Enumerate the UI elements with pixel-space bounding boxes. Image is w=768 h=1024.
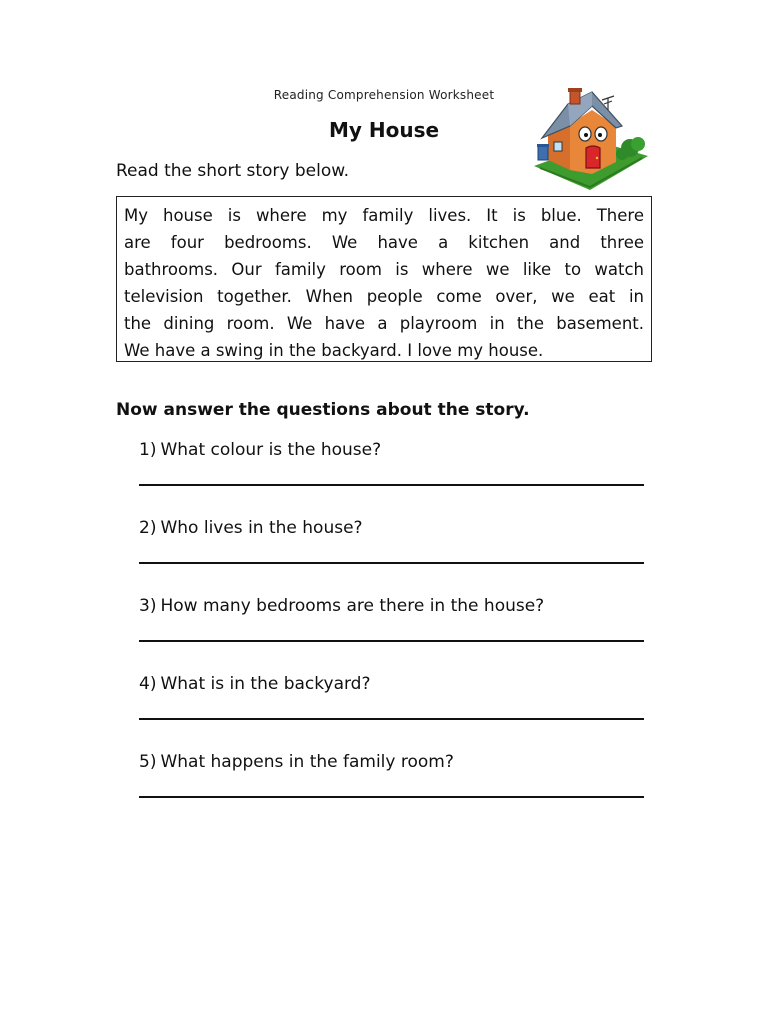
answer-line-5[interactable]: [139, 796, 644, 798]
page-title: My House: [328, 118, 440, 142]
question-3: [139, 595, 644, 617]
house-illustration: [530, 86, 650, 192]
question-text: What is in the backyard?: [160, 674, 371, 694]
question-number: 1): [139, 440, 157, 460]
question-number: 3): [139, 596, 157, 616]
story-line: My house is where my family lives. It is blue. There: [124, 206, 644, 225]
answer-line-3[interactable]: [139, 640, 644, 642]
story-instruction: Read the short story below.: [116, 161, 350, 181]
question-text: What colour is the house?: [160, 440, 382, 460]
question-5: [139, 751, 644, 773]
question-4: [139, 673, 644, 695]
questions-heading: Now answer the questions about the story.: [116, 400, 530, 420]
question-number: 2): [139, 518, 157, 538]
answer-line-1[interactable]: [139, 484, 644, 486]
story-line: We have a swing in the backyard. I love my house.: [124, 341, 544, 360]
story-box: [116, 196, 652, 362]
question-2: [139, 517, 644, 539]
story-line: television together. When people come over, we eat in: [124, 287, 644, 306]
answer-line-4[interactable]: [139, 718, 644, 720]
question-1: [139, 439, 644, 461]
question-text: How many bedrooms are there in the house?: [160, 596, 545, 616]
story-line: the dining room. We have a playroom in the basement.: [124, 314, 644, 333]
answer-line-2[interactable]: [139, 562, 644, 564]
worksheet-subtitle: Reading Comprehension Worksheet: [273, 88, 495, 102]
question-number: 4): [139, 674, 157, 694]
story-line: are four bedrooms. We have a kitchen and three: [124, 233, 644, 252]
question-text: Who lives in the house?: [160, 518, 363, 538]
story-line: bathrooms. Our family room is where we like to watch: [124, 260, 644, 279]
question-number: 5): [139, 752, 157, 772]
question-text: What happens in the family room?: [160, 752, 454, 772]
